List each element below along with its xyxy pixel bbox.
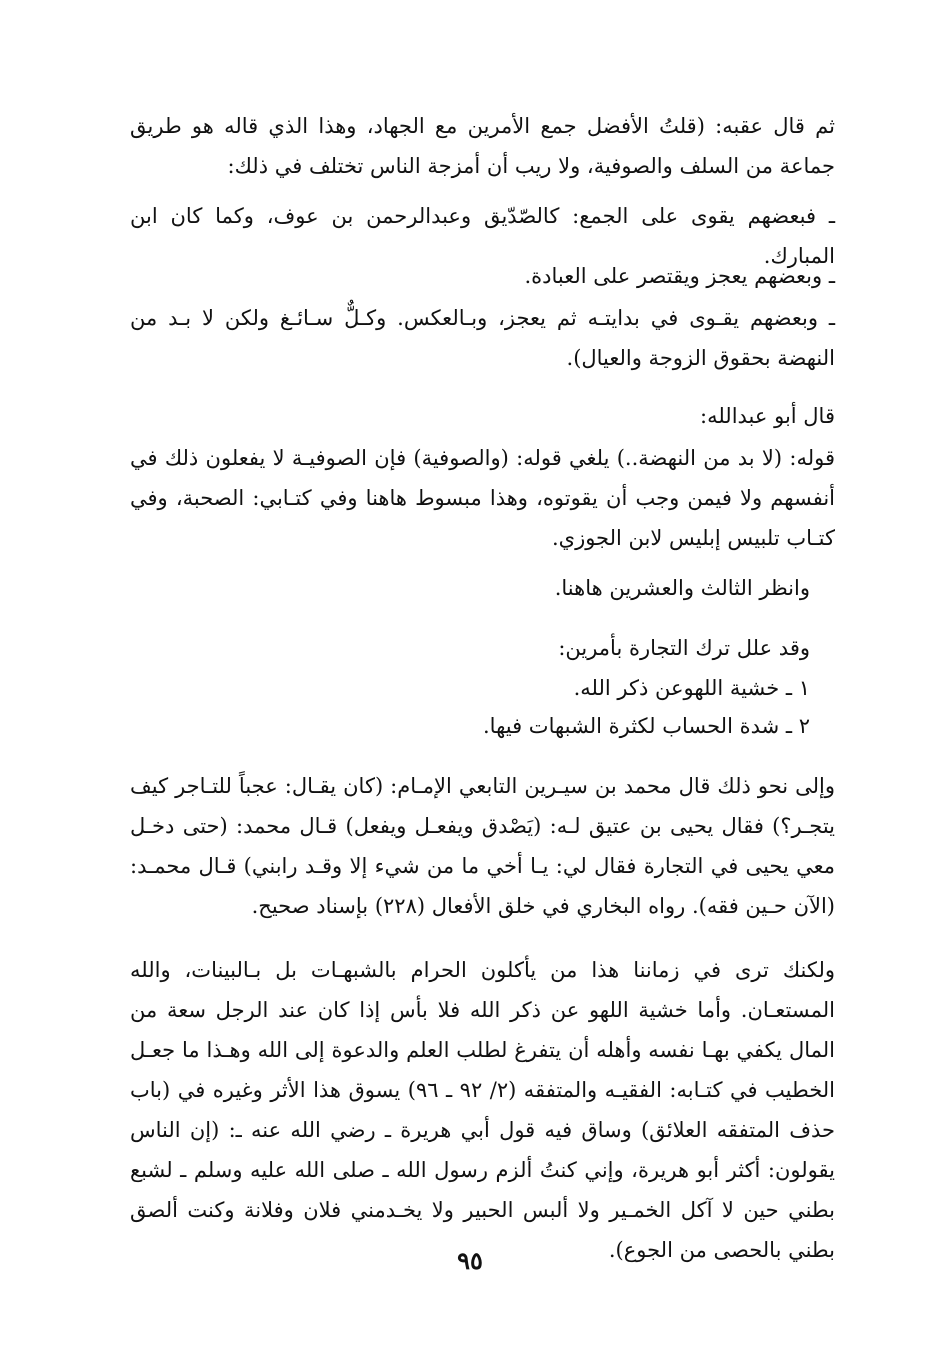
- paragraph-ibn-sirin: وإلى نحو ذلك قال محمد بن سيـرين التابعي الإمـام: (كان يقـال: عجباً للتـاجر كيف يتجـر؟) فقال يحيى بن عتيق لـه: (يَصْدق ويفعـل ويفعل) قـال محمد: (حتى دخـل معي يحيى في التجارة فقال لي: يـا أخي ما من شيء إلا وقـد رابني) قـال محمـد: (الآن حـين فقه). رواه البخاري في خلق الأفعال (٢٢٨) بإسناد صحيح.: [130, 774, 835, 918]
- paragraph-second-group: ـ وبعضهم يعجز ويقتصر على العبادة.: [524, 264, 835, 288]
- page-number: ٩٥: [457, 1246, 483, 1275]
- list-item-reason-2: ٢ ـ شدة الحساب لكثرة الشبهات فيها.: [483, 714, 810, 738]
- paragraph-third-group: ـ وبعضهم يقـوى في بدايتـه ثم يعجز، وبـالعكس. وكـلٌّ سـائـغ ولكن لا بـد من النهضة بحقوق الزوجة والعيال).: [130, 306, 835, 370]
- paragraph-author-heading: قال أبو عبدالله:: [700, 404, 835, 428]
- list-item-reason-1: ١ ـ خشية اللهوعن ذكر الله.: [573, 676, 810, 700]
- paragraph-reasons-intro: وقد علل ترك التجارة بأمرين:: [558, 636, 810, 660]
- paragraph-see-also: وانظر الثالث والعشرين هاهنا.: [554, 576, 810, 600]
- paragraph-conclusion: ولكنك ترى في زماننا هذا من يأكلون الحرام بالشبهـات بل بـالبينات، والله المستعـان. وأما خشية اللهو عن ذكر الله فلا بأس إذا كان عند الرجل سعة من المال يكفي بهـا نفسه وأهله أن يتفرغ لطلب العلم والدعوة إلى الله وهـذا ما جعـل الخطيب في كتـابه: الفقيـه والمتفقه (٢/ ٩٢ ـ ٩٦) يسوق هذا الأثر وغيره في (باب حذف المتفقه العلائق) وساق فيه قول أبي هريرة ـ رضي الله عنه ـ: (إن الناس يقولون: أكثر أبو هريرة، وإني كنتُ ألزم رسول الله ـ صلى الله عليه وسلم ـ لشبع بطني حين لا آكل الخمـير ولا ألبس الحبير ولا يخـدمني فلان وفلانة وكنت ألصق بطني بالحصى من الجوع).: [130, 958, 835, 1262]
- paragraph-author-commentary: قوله: (لا بد من النهضة..) يلغي قوله: (والصوفية) فإن الصوفيـة لا يفعلون ذلك في أنفسهم ولا فيمن وجب أن يقوتوه، وهذا مبسوط هاهنا وفي كتـابي: الصحبة، وفي كتـاب تلبيس إبليس لابن الجوزي.: [130, 446, 835, 550]
- paragraph-first-group: ـ فبعضهم يقوى على الجمع: كالصّدّيق وعبدالرحمن بن عوف، وكما كان ابن المبارك.: [130, 204, 835, 268]
- paragraph-quote-intro: ثم قال عقبه: (قلتُ الأفضل جمع الأمرين مع الجهاد، وهذا الذي قاله هو طريق جماعة من السلف والصوفية، ولا ريب أن أمزجة الناس تختلف في ذلك:: [130, 114, 835, 178]
